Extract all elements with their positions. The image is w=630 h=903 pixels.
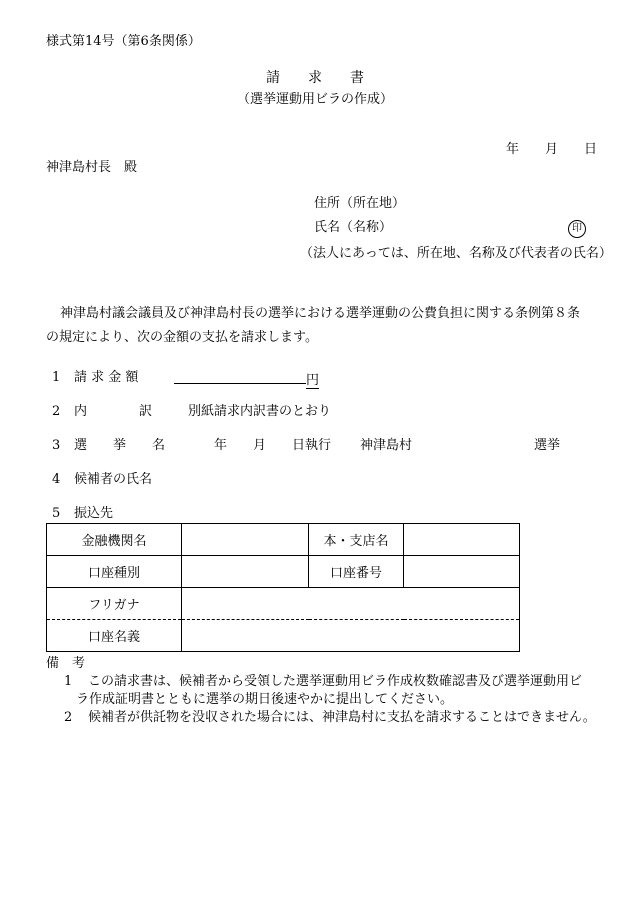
address-label: 住所（所在地） bbox=[314, 196, 406, 211]
remark-1-line-1: この請求書は、候補者から受領した選挙運動用ビラ作成枚数確認書及び選挙運動用ビ bbox=[88, 674, 583, 689]
account-type-label: 口座種別 bbox=[47, 556, 182, 588]
account-holder-cell[interactable] bbox=[182, 620, 520, 652]
item-3-label: 選 挙 名 bbox=[74, 438, 166, 453]
corp-note: （法人にあっては、所在地、名称及び代表者の氏名） bbox=[300, 246, 612, 261]
election-date: 年 月 日執行 bbox=[214, 438, 332, 453]
account-number-label: 口座番号 bbox=[309, 556, 404, 588]
seal-mark bbox=[568, 220, 586, 238]
furigana-cell[interactable] bbox=[182, 588, 520, 620]
account-type-cell[interactable] bbox=[182, 556, 309, 588]
remarks-heading: 備 考 bbox=[46, 656, 86, 671]
item-1-label: 請 求 金 額 bbox=[74, 370, 139, 385]
item-4-label: 候補者の氏名 bbox=[74, 472, 153, 487]
document-title: 請 求 書 bbox=[266, 70, 364, 86]
account-number-cell[interactable] bbox=[404, 556, 520, 588]
item-4-number: 4 bbox=[52, 472, 61, 487]
item-1-number: 1 bbox=[52, 370, 61, 385]
election-place: 神津島村 bbox=[360, 438, 413, 453]
item-5-number: 5 bbox=[52, 506, 61, 521]
remark-1-number: 1 bbox=[64, 674, 73, 689]
form-number: 様式第14号（第6条関係） bbox=[46, 34, 201, 49]
furigana-label: フリガナ bbox=[47, 588, 182, 620]
date-line: 年 月 日 bbox=[506, 142, 598, 157]
item-2-label: 内 訳 bbox=[74, 404, 153, 419]
name-label: 氏名（名称） bbox=[314, 220, 393, 235]
item-2-value: 別紙請求内訳書のとおり bbox=[188, 404, 332, 419]
bank-name-label: 金融機関名 bbox=[47, 524, 182, 556]
amount-underline bbox=[174, 370, 306, 384]
body-line-2: の規定により、次の金額の支払を請求します。 bbox=[46, 330, 318, 345]
item-2-number: 2 bbox=[52, 404, 61, 419]
election-suffix: 選挙 bbox=[534, 438, 561, 453]
body-line-1: 神津島村議会議員及び神津島村長の選挙における選挙運動の公費負担に関する条例第８条 bbox=[60, 306, 581, 321]
bank-name-cell[interactable] bbox=[182, 524, 309, 556]
seal-icon: 印 bbox=[568, 220, 586, 238]
addressee: 神津島村長 殿 bbox=[46, 160, 138, 175]
amount-unit: 円 bbox=[306, 373, 320, 388]
branch-name-label: 本・支店名 bbox=[309, 524, 404, 556]
item-5-label: 振込先 bbox=[74, 506, 114, 521]
remark-2-line-1: 候補者が供託物を没収された場合には、神津島村に支払を請求することはできません。 bbox=[88, 710, 596, 725]
branch-name-cell[interactable] bbox=[404, 524, 520, 556]
amount-field[interactable] bbox=[174, 370, 319, 389]
remark-2-number: 2 bbox=[64, 710, 73, 725]
bank-account-table bbox=[46, 523, 520, 652]
item-3-number: 3 bbox=[52, 438, 61, 453]
remark-1-line-2: ラ作成証明書とともに選挙の期日後速やかに提出してください。 bbox=[76, 692, 454, 707]
document-subtitle: （選挙運動用ビラの作成） bbox=[236, 92, 393, 107]
account-holder-label: 口座名義 bbox=[47, 620, 182, 652]
